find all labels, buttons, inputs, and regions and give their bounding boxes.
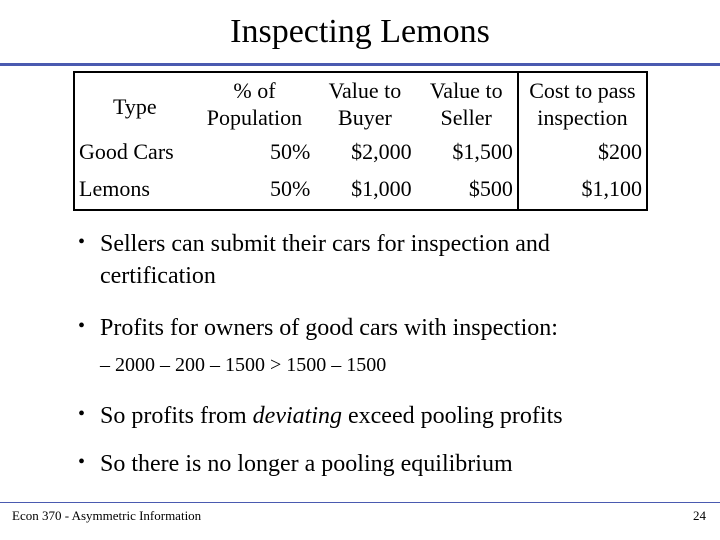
header-type — [74, 72, 195, 134]
bullet-text-line2: certification — [100, 263, 216, 289]
sub-bullet: – 2000 – 200 – 1500 > 1500 – 1500 — [100, 354, 387, 376]
header-type-label: Type — [112, 94, 157, 119]
cell-buyer: $1,000 — [351, 176, 412, 201]
bullet-text-line1: Sellers can submit their cars for inspection and — [100, 231, 550, 257]
header-seller-line1: Value to — [429, 77, 503, 103]
bullet-dot: • — [78, 403, 86, 425]
bullet-text: So there is no longer a pooling equilibrium — [100, 451, 513, 477]
header-population — [195, 72, 315, 134]
table-header-row — [74, 72, 647, 134]
lemons-table — [73, 71, 648, 211]
header-seller-line2: Seller — [440, 104, 492, 130]
bullet-dot: • — [78, 315, 86, 337]
cell-cost: $200 — [598, 138, 642, 164]
bullet-text-emphasis: deviating — [252, 403, 342, 429]
cell-seller: $500 — [416, 168, 518, 210]
footer-divider — [0, 502, 720, 503]
bullet-text-pre: So profits from — [100, 403, 253, 429]
table-row — [74, 168, 647, 210]
cell-population: 50% — [269, 176, 311, 201]
cell-population: 50% — [269, 138, 311, 164]
header-population-line1: % of — [233, 77, 276, 103]
slide-title: Inspecting Lemons — [230, 13, 490, 50]
page-number: 24 — [693, 508, 706, 523]
bullet-text — [100, 400, 700, 432]
header-seller — [416, 72, 518, 134]
header-population-line2: Population — [206, 104, 303, 130]
header-buyer-line2: Buyer — [338, 104, 392, 130]
title-divider — [0, 63, 720, 66]
bullet-text: Profits for owners of good cars with inspection: — [100, 315, 558, 341]
cell-cost: $1,100 — [581, 176, 642, 201]
header-cost — [518, 72, 647, 134]
table-row — [74, 134, 647, 168]
cell-type: Lemons — [79, 176, 150, 201]
bullet-dot: • — [78, 451, 86, 473]
footer-course: Econ 370 - Asymmetric Information — [12, 508, 202, 523]
header-buyer-line1: Value to — [328, 77, 402, 103]
cell-buyer: $2,000 — [351, 138, 412, 164]
cell-type: Good Cars — [79, 138, 174, 164]
bullet-text-post: exceed pooling profits — [341, 403, 563, 429]
bullet-text — [100, 228, 700, 292]
cell-seller: $1,500 — [416, 134, 518, 168]
header-buyer — [314, 72, 415, 134]
bullet-dot: • — [78, 231, 86, 253]
header-cost-line2: inspection — [537, 104, 628, 130]
header-cost-line1: Cost to pass — [529, 77, 636, 103]
